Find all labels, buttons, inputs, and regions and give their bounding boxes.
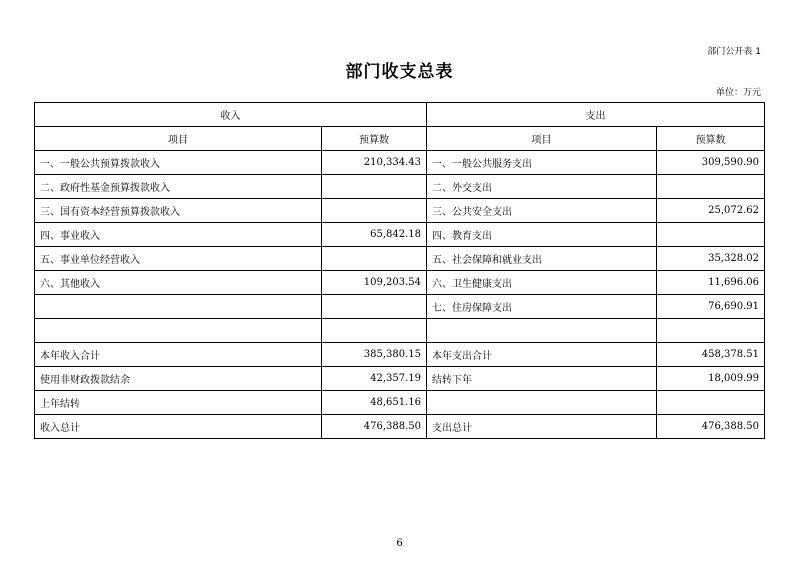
expense-amount-cell: 476,388.50 [657,415,765,439]
table-row [35,271,765,295]
column-header-row [35,127,765,151]
table-row [35,223,765,247]
expense-item-cell: 四、教育支出 [427,223,657,247]
table-row [35,343,765,367]
income-amount-cell: 65,842.18 [322,223,427,247]
expense-item-cell: 本年支出合计 [427,343,657,367]
expense-item-cell: 结转下年 [427,367,657,391]
expense-amount-cell [657,175,765,199]
budget-table [34,102,765,439]
expense-amount-cell: 76,690.91 [657,295,765,319]
unit-label: 单位：万元 [715,88,761,98]
income-amount-cell: 476,388.50 [322,415,427,439]
table-row [35,319,765,343]
income-item-cell: 上年结转 [35,391,322,415]
expense-item-cell [427,391,657,415]
income-item-cell: 一、一般公共预算拨款收入 [35,151,322,175]
income-item-cell: 三、国有资本经营预算拨款收入 [35,199,322,223]
income-amount-cell [322,295,427,319]
expense-item-cell: 一、一般公共服务支出 [427,151,657,175]
table-row [35,295,765,319]
expense-item-cell [427,319,657,343]
expense-amount-cell: 309,590.90 [657,151,765,175]
expense-item-header: 项目 [427,127,657,151]
income-item-cell: 收入总计 [35,415,322,439]
income-item-cell [35,319,322,343]
income-item-cell [35,295,322,319]
page-title: 部门收支总表 [345,62,454,82]
income-amount-cell: 48,651.16 [322,391,427,415]
income-amount-header: 预算数 [322,127,427,151]
section-header-row [35,103,765,127]
income-amount-cell [322,175,427,199]
income-item-cell: 使用非财政拨款结余 [35,367,322,391]
income-amount-cell: 210,334.43 [322,151,427,175]
expense-item-cell: 六、卫生健康支出 [427,271,657,295]
expense-item-cell: 支出总计 [427,415,657,439]
income-item-cell: 六、其他收入 [35,271,322,295]
expense-item-cell: 七、住房保障支出 [427,295,657,319]
expense-item-cell: 二、外交支出 [427,175,657,199]
expense-amount-cell: 35,328.02 [657,247,765,271]
income-item-cell: 本年收入合计 [35,343,322,367]
income-amount-cell [322,199,427,223]
income-item-cell: 五、事业单位经营收入 [35,247,322,271]
expense-item-cell: 五、社会保障和就业支出 [427,247,657,271]
expense-amount-cell [657,223,765,247]
table-row [35,247,765,271]
table-row [35,391,765,415]
expense-amount-cell: 11,696.06 [657,271,765,295]
income-amount-cell: 109,203.54 [322,271,427,295]
table-row [35,151,765,175]
expense-amount-cell: 458,378.51 [657,343,765,367]
income-section-header: 收入 [35,103,427,127]
expense-amount-cell: 18,009.99 [657,367,765,391]
income-amount-cell [322,247,427,271]
table-row [35,199,765,223]
table-row [35,367,765,391]
income-amount-cell [322,319,427,343]
income-item-cell: 二、政府性基金预算拨款收入 [35,175,322,199]
page-number: 6 [396,538,403,549]
expense-amount-header: 预算数 [657,127,765,151]
expense-amount-cell [657,391,765,415]
expense-section-header: 支出 [427,103,765,127]
income-item-cell: 四、事业收入 [35,223,322,247]
income-amount-cell: 385,380.15 [322,343,427,367]
income-item-header: 项目 [35,127,322,151]
expense-amount-cell [657,319,765,343]
expense-item-cell: 三、公共安全支出 [427,199,657,223]
form-number: 部门公开表 1 [707,47,761,57]
table-row [35,415,765,439]
income-amount-cell: 42,357.19 [322,367,427,391]
table-row [35,175,765,199]
expense-amount-cell: 25,072.62 [657,199,765,223]
